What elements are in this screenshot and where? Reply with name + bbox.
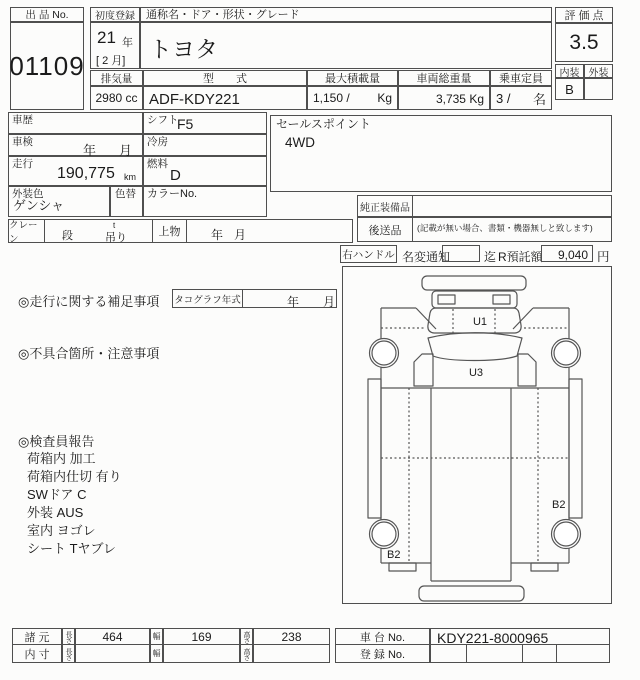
headlight-left <box>438 295 455 304</box>
inspector-item: 荷箱内 加工 <box>27 451 96 466</box>
registration-no-cell-2 <box>466 644 523 663</box>
genuine-equipment-label: 純正装備品 <box>357 195 413 217</box>
first-registration-box <box>90 22 140 69</box>
damage-mark-u1: U1 <box>472 316 488 328</box>
length-header <box>62 628 75 645</box>
wheel-front-left-inner <box>372 341 396 365</box>
color-no-cell <box>143 186 267 217</box>
mileage-label: 走行 <box>12 158 33 170</box>
crane-spec-cell <box>44 219 153 243</box>
capacity-value: 3 / <box>496 90 511 106</box>
ac-cell <box>143 134 267 156</box>
damage-mark-u3: U3 <box>468 367 484 379</box>
inner-dimensions-row-label: 内 寸 <box>12 644 62 663</box>
front-bumper <box>422 276 526 290</box>
truck-top-view-diagram <box>343 267 611 603</box>
inspection-month: 月 <box>119 143 133 158</box>
rear-step-left <box>389 563 416 571</box>
vehicle-name-value: トヨタ <box>149 36 218 62</box>
length-value: 464 <box>75 628 150 645</box>
body-year: 年 <box>211 228 224 242</box>
crane-label: クレーン <box>8 219 45 243</box>
items-to-follow-label: 後送品 <box>357 217 413 242</box>
displacement-header: 排気量 <box>90 70 143 86</box>
wheel-front-right-inner <box>554 341 578 365</box>
inner-width-value <box>163 644 240 663</box>
tachograph-month: 月 <box>323 295 336 309</box>
score-header: 評 価 点 <box>555 7 613 23</box>
sales-point-box <box>270 115 612 192</box>
mileage-cell <box>8 156 143 186</box>
quarter-panel-left <box>414 354 433 386</box>
inspection-label: 車検 <box>12 136 33 148</box>
lot-number-header: 出 品 No. <box>10 7 84 22</box>
model-code-value: ADF-KDY221 <box>149 91 240 108</box>
first-reg-month: [ 2 月] <box>96 55 126 67</box>
exterior-color-value: ゲンシャ <box>13 198 65 213</box>
lot-number-value: 01109 <box>10 22 84 110</box>
interior-grade-header: 内装 <box>555 64 584 78</box>
inspector-item: 室内 ヨゴレ <box>27 523 96 538</box>
inner-width-header: 幅 <box>150 644 163 663</box>
deposit-value: 9,040 <box>557 248 588 262</box>
mileage-value: 190,775 <box>57 165 115 182</box>
first-registration-header: 初度登録 <box>90 7 140 22</box>
tachograph-label: タコグラフ年式 <box>172 289 243 308</box>
rhd-badge: 右ハンドル <box>340 245 397 263</box>
recolor-label: 色替 <box>115 188 136 200</box>
damage-mark-b2-left: B2 <box>387 549 401 561</box>
fuel-cell <box>143 156 267 186</box>
items-to-follow-note: (記載が無い場合、書類・機器無しと致します) <box>417 223 593 233</box>
model-code-box <box>143 86 307 110</box>
registration-no-cell-1 <box>430 644 467 663</box>
crane-stage-label: 段 <box>62 230 73 242</box>
exterior-color-cell <box>8 186 110 217</box>
mileage-note-heading: ◎走行に関する補足事項 <box>18 294 160 309</box>
inner-length-header-text: 長さ <box>65 647 72 660</box>
inspector-item: シート Tヤブレ <box>27 541 117 556</box>
registration-no-cell-4 <box>556 644 610 663</box>
vehicle-diagram-box <box>342 266 612 604</box>
chassis-no-value: KDY221-8000965 <box>437 630 549 646</box>
max-load-header: 最大積載量 <box>307 70 398 86</box>
color-no-label: カラーNo. <box>147 188 198 200</box>
inspection-year: 年 <box>83 143 97 158</box>
chassis-no-label: 車 台 No. <box>335 628 430 645</box>
gvw-box <box>398 86 490 110</box>
height-value: 238 <box>253 628 330 645</box>
crane-lift-label: 吊り <box>105 232 127 244</box>
inner-height-header-text: 高さ <box>243 647 250 660</box>
ac-label: 冷房 <box>147 136 168 148</box>
inner-height-header <box>240 644 253 663</box>
damage-mark-b2-right: B2 <box>552 499 566 511</box>
exterior-color-label: 外装色 <box>12 188 44 200</box>
inspection-cell <box>8 134 143 156</box>
inspector-report-heading: ◎検査員報告 <box>18 434 95 449</box>
body-type-label: 上物 <box>152 219 187 243</box>
side-rail-right <box>569 379 582 518</box>
inner-length-header <box>62 644 75 663</box>
width-header: 幅 <box>150 628 163 645</box>
cab-front-panel <box>432 291 517 308</box>
max-load-value: 1,150 / <box>313 91 350 105</box>
shift-cell <box>143 112 267 134</box>
height-header <box>240 628 253 645</box>
history-label: 車歴 <box>12 114 33 126</box>
until-label: 迄 <box>484 250 497 264</box>
items-to-follow-note-cell <box>412 217 612 242</box>
tachograph-value-cell <box>242 289 337 308</box>
capacity-header: 乗車定員 <box>490 70 552 86</box>
bed-dotted-verticals <box>409 388 538 563</box>
history-cell <box>8 112 143 134</box>
wheel-rear-right-inner <box>554 522 578 546</box>
capacity-box <box>490 86 552 110</box>
dimensions-row-label: 諸 元 <box>12 628 62 645</box>
height-header-text: 高さ <box>243 630 250 643</box>
width-value: 169 <box>163 628 240 645</box>
side-rail-left <box>368 379 381 518</box>
first-reg-year-unit: 年 <box>122 37 133 49</box>
max-load-box <box>307 86 398 110</box>
vehicle-name-header <box>140 7 552 22</box>
registration-no-cell-3 <box>522 644 557 663</box>
yen-label: 円 <box>597 250 610 264</box>
defect-heading: ◎不具合箇所・注意事項 <box>18 346 160 361</box>
inspector-item: SWドア C <box>27 487 87 502</box>
inner-height-value <box>253 644 330 663</box>
gvw-value: 3,735 Kg <box>435 92 484 106</box>
vehicle-name-header-label: 通称名・ドア・形状・グレード <box>146 9 300 21</box>
wheel-rear-left-inner <box>372 522 396 546</box>
chassis-no-cell <box>430 628 610 645</box>
deposit-value-box <box>541 245 593 262</box>
fuel-value: D <box>170 167 181 184</box>
interior-grade-value: B <box>555 78 584 100</box>
exterior-grade-header: 外装 <box>584 64 613 78</box>
exterior-grade-value <box>584 78 613 100</box>
registration-no-label: 登 録 No. <box>335 644 430 663</box>
vehicle-name-box <box>140 22 552 69</box>
sales-point-value: 4WD <box>285 135 315 150</box>
first-reg-year-number: 21 <box>97 28 116 47</box>
inspector-item: 外装 AUS <box>27 505 84 520</box>
inner-length-value <box>75 644 150 663</box>
mileage-unit: km <box>124 172 136 182</box>
tachograph-year: 年 <box>287 295 300 309</box>
gvw-header: 車両総重量 <box>398 70 490 86</box>
shift-label: シフト <box>147 114 179 126</box>
quarter-panel-right <box>518 354 536 386</box>
rear-step-right <box>531 563 558 571</box>
fuel-label: 燃料 <box>147 158 168 170</box>
model-code-header: 型 式 <box>143 70 307 86</box>
rename-notice-label: 名変通知 <box>402 250 451 264</box>
windshield <box>428 333 522 361</box>
score-value: 3.5 <box>555 23 613 62</box>
shift-value: F5 <box>177 116 194 132</box>
inspector-item: 荷箱内仕切 有り <box>27 469 122 484</box>
recolor-cell <box>110 186 143 217</box>
displacement-value: 2980 cc <box>90 86 143 110</box>
bed-floor-edges <box>431 388 511 581</box>
max-load-unit: Kg <box>377 91 392 105</box>
body-type-value-cell <box>186 219 353 243</box>
crane-ton-label: t <box>113 221 116 230</box>
genuine-equipment-value <box>412 195 612 217</box>
deposit-label: R預託額 <box>498 250 543 264</box>
headlight-right <box>493 295 510 304</box>
length-header-text: 長さ <box>65 630 72 643</box>
body-month: 月 <box>234 228 247 242</box>
capacity-unit: 名 <box>532 91 546 107</box>
rear-bumper <box>419 586 524 601</box>
rename-notice-field <box>442 245 480 262</box>
sales-point-label: セールスポイント <box>276 117 371 131</box>
